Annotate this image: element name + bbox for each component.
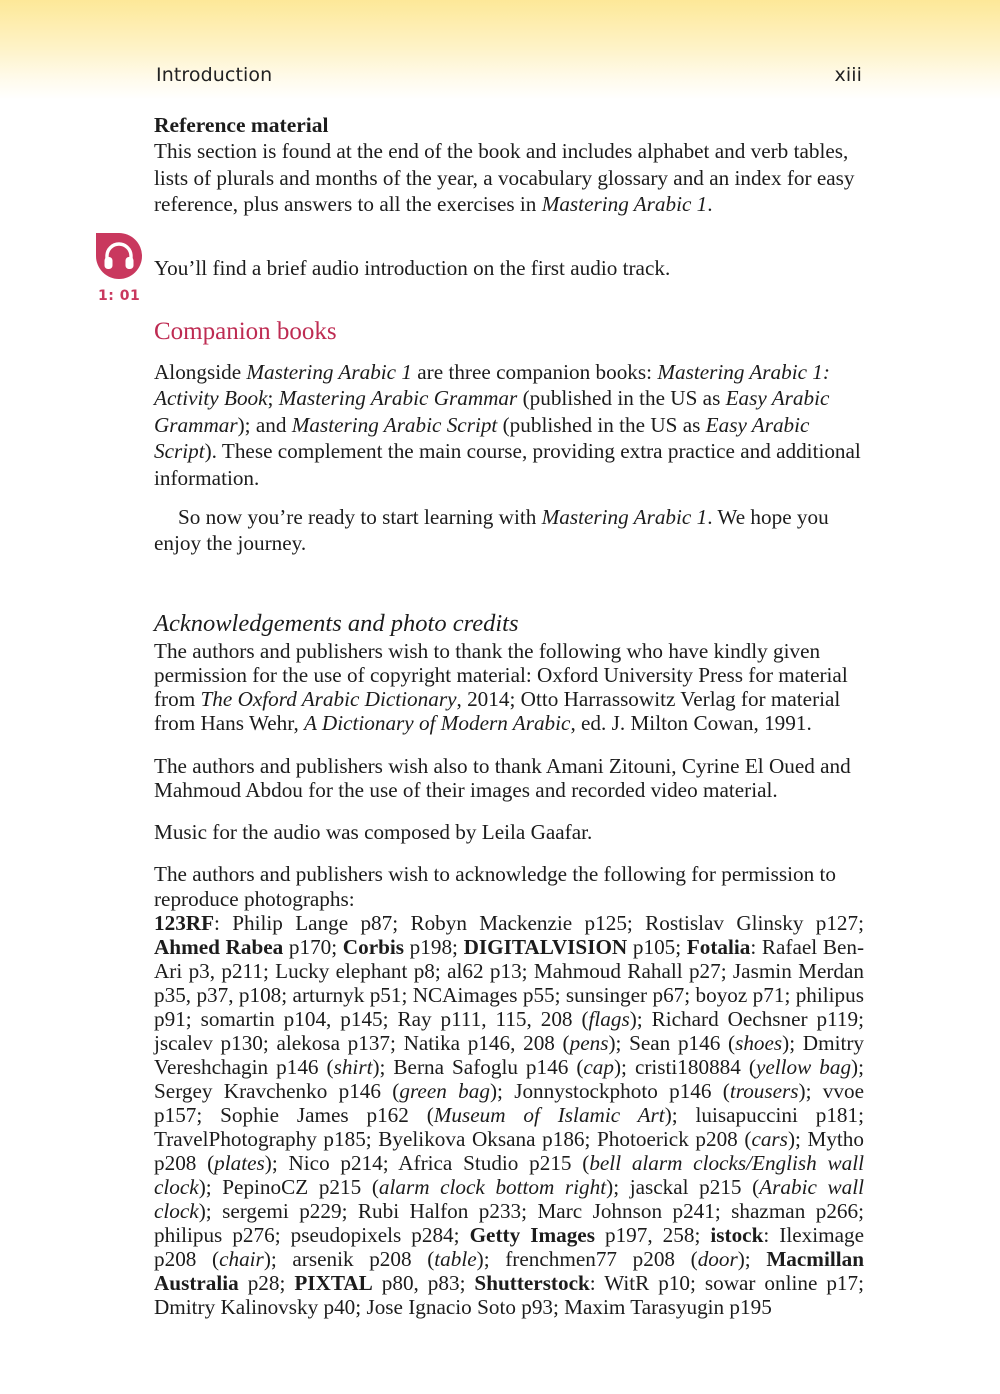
text-run: ); frenchmen77 p208 ( (476, 1246, 698, 1271)
text-run: ); PepinoCZ p215 ( (198, 1174, 379, 1199)
text-run: ); and (237, 412, 292, 437)
headphones-icon (102, 241, 136, 271)
credit-source: istock (710, 1222, 764, 1247)
credit-source: Corbis (342, 934, 405, 959)
text-run: ); Richard Oechsner p119; jscalev p130; alekosa p137; Natika p146, 208 ( (154, 1006, 864, 1055)
text-run: ); Sean p146 ( (608, 1030, 736, 1055)
italic-text: The Oxford Arabic Dictionary (200, 687, 457, 712)
text-run: : Philip Lange p87; Robyn Mackenzie p125; Rostislav Glinsky p127; (214, 910, 864, 935)
text-run: ); jasckal p215 ( (606, 1174, 760, 1199)
text-run: p80, p83; (372, 1270, 475, 1295)
italic-text: table (434, 1246, 477, 1271)
text-run: , ed. J. Milton Cowan, 1991. (570, 711, 812, 736)
text-run: So now you’re ready to start learning with (178, 505, 542, 530)
page-number: xiii (834, 64, 862, 86)
italic-text: bell alarm clocks/English wall clock (154, 1150, 864, 1199)
credit-source: Fotalia (686, 934, 751, 959)
text-run: The authors and publishers wish to thank the following who have kindly given permission for the use of copyright material: Oxford University Press for material from (154, 638, 848, 712)
audio-note (98, 255, 864, 304)
italic-text: trousers (729, 1078, 799, 1103)
italic-text: alarm clock bottom right (378, 1174, 607, 1199)
section-name: Introduction (156, 64, 273, 86)
text-run: p28; (238, 1270, 295, 1295)
acknowledgements-heading: Acknowledgements and photo credits (154, 609, 519, 637)
text-run: ); Sergey Kravchenko p146 ( (154, 1054, 864, 1103)
text-run: : Rafael Ben-Ari p3, p211; Lucky elephant p8; al62 p13; Mahmoud Rahall p27; Jasmin Merdan p35, p37, p108; arturnyk p51; NCAimages p55; sunsinger p67; boyoz p71; philipus p91; somartin p104, p145; Ray p111, 115, 208 ( (154, 934, 864, 1031)
text-run: ); Mytho p208 ( (154, 1126, 864, 1175)
photo-credits-list (154, 911, 864, 1319)
text-run: This section is found at the end of the book and includes alphabet and verb tables, lists of plurals and months of the year, a vocabulary glossary and an index for easy reference, plus answers to all the exercises in (154, 139, 855, 217)
text-run: ); luisapuccini p181; TravelPhotography p185; Byelikova Oksana p186; Photoerick p208 ( (154, 1102, 864, 1151)
italic-text: door (697, 1246, 738, 1271)
italic-text: Easy Arabic Grammar (154, 386, 830, 437)
companion-books-paragraph (154, 359, 864, 491)
italic-text: cars (751, 1126, 788, 1151)
italic-text: Mastering Arabic Script (291, 412, 498, 437)
credit-source: Macmillan Australia (154, 1246, 864, 1295)
reference-material-paragraph (154, 138, 864, 217)
credit-source: Shutterstock (474, 1270, 590, 1295)
running-head (156, 64, 862, 86)
text-run: : Ileximage p208 ( (154, 1222, 864, 1271)
credit-source: PIXTAL (294, 1270, 373, 1295)
text-run: ). These complement the main course, providing extra practice and additional information. (154, 439, 861, 490)
text-run: ); Dmitry Vereshchagin p146 ( (154, 1030, 864, 1079)
text-run: ); (737, 1246, 767, 1271)
page-content (98, 112, 865, 1319)
text-run: p105; (627, 934, 687, 959)
credit-source: Getty Images (469, 1222, 595, 1247)
text-run: p170; (283, 934, 343, 959)
audio-note-text: You’ll find a brief audio introduction on the first audio track. (154, 255, 671, 280)
italic-text: cap (583, 1054, 614, 1079)
text-run: , 2014; Otto Harrassowitz Verlag for material from Hans Wehr, (154, 687, 841, 736)
text-run: . We hope you enjoy the journey. (154, 505, 829, 556)
text-run: are three companion books: (411, 360, 658, 385)
text-run: ); vvoe p157; Sophie James p162 ( (154, 1078, 864, 1127)
music-credit-paragraph: Music for the audio was composed by Leila Gaafar. (154, 820, 593, 845)
text-run: . (707, 192, 713, 217)
italic-text: shirt (333, 1054, 373, 1079)
text-run: ); sergemi p229; Rubi Halfon p233; Marc Johnson p241; shazman p266; philipus p276; pseudopixels p284; (154, 1198, 864, 1247)
photo-permission-intro: The authors and publishers wish to acknowledge the following for permission to reproduce photographs: (154, 862, 836, 911)
audio-track-number: 1: 01 (98, 287, 141, 304)
text-run: ; (267, 386, 279, 411)
italic-text: Arabic wall clock (154, 1174, 865, 1223)
italic-text: shoes (735, 1030, 783, 1055)
italic-text: pens (569, 1030, 609, 1055)
text-run: (published in the US as (517, 386, 726, 411)
book-title: Mastering Arabic 1 (541, 505, 708, 530)
italic-text: A Dictionary of Modern Arabic (304, 711, 571, 736)
credit-source: 123RF (154, 910, 215, 935)
italic-text: green bag (399, 1078, 490, 1103)
italic-text: Mastering Arabic 1 (246, 360, 412, 385)
text-run: ); cristi180884 ( (613, 1054, 756, 1079)
text-run: ); Nico p214; Africa Studio p215 ( (264, 1150, 590, 1175)
text-run: (published in the US as (497, 412, 706, 437)
italic-text: Museum of Islamic Art (433, 1102, 665, 1127)
text-run: : WitR p10; sowar online p17; Dmitry Kalinovsky p40; Jose Ignacio Soto p93; Maxim Tarasyugin p195 (154, 1270, 864, 1319)
copyright-permission-paragraph (154, 639, 864, 736)
text-run: ); arsenik p208 ( (263, 1246, 435, 1271)
text-run: ); Jonnystockphoto p146 ( (489, 1078, 730, 1103)
text-run: Alongside (154, 360, 247, 385)
reference-material-heading: Reference material (154, 113, 329, 137)
italic-text: yellow bag (755, 1054, 852, 1079)
book-title: Mastering Arabic 1 (541, 192, 708, 217)
italic-text: Mastering Arabic 1: Activity Book (154, 360, 830, 411)
companion-books-heading: Companion books (154, 318, 337, 346)
text-run: p197, 258; (594, 1222, 711, 1247)
text-run: ); Berna Safoglu p146 ( (372, 1054, 584, 1079)
audio-track-badge[interactable] (96, 233, 142, 279)
italic-text: flags (588, 1006, 630, 1031)
credit-source: DIGITALVISION (463, 934, 628, 959)
closing-paragraph (154, 504, 864, 557)
italic-text: plates (214, 1150, 265, 1175)
italic-text: chair (219, 1246, 264, 1271)
italic-text: Easy Arabic Script (154, 412, 810, 464)
text-run: p198; (404, 934, 464, 959)
credit-source: Ahmed Rabea (154, 934, 284, 959)
thanks-paragraph: The authors and publishers wish also to thank Amani Zitouni, Cyrine El Oued and Mahmoud Abdou for the use of their images and recorded video material. (154, 753, 851, 802)
italic-text: Mastering Arabic Grammar (278, 386, 518, 411)
